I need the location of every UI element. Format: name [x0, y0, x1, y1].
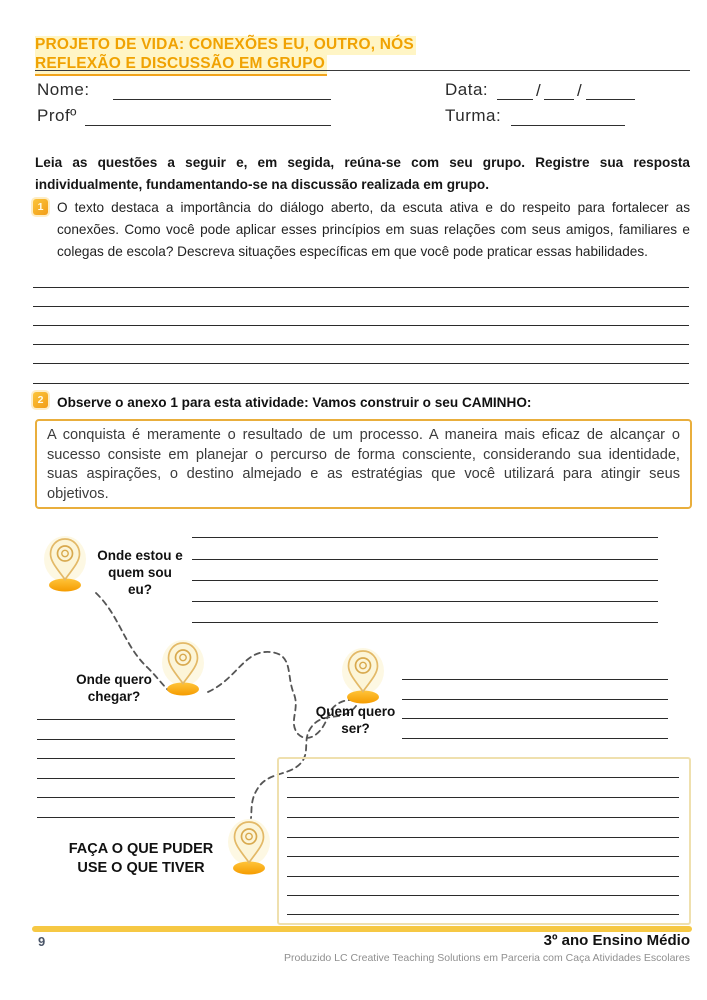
answer-line[interactable]	[37, 758, 235, 759]
answer-line[interactable]	[287, 797, 679, 798]
answer-line[interactable]	[37, 719, 235, 720]
answer-line[interactable]	[192, 559, 658, 560]
answer-line[interactable]	[402, 679, 668, 680]
answer-line[interactable]	[37, 778, 235, 779]
date-label: Data:	[445, 80, 489, 99]
answer-line[interactable]	[402, 699, 668, 700]
answer-box	[277, 757, 691, 925]
answer-line[interactable]	[287, 817, 679, 818]
name-label: Nome:	[37, 80, 90, 99]
map-pin-1-icon	[42, 533, 88, 593]
answer-line[interactable]	[33, 383, 689, 384]
answer-line[interactable]	[33, 287, 689, 288]
intro-instructions: Leia as questões a seguir e, em segida, reúna-se com seu grupo. Registre sua resposta individualmente, fundamentando-se na discussão realizada em grupo.	[35, 155, 690, 192]
answer-line[interactable]	[287, 876, 679, 877]
answer-line[interactable]	[287, 777, 679, 778]
stop-label-4: FAÇA O QUE PUDER USE O QUE TIVER	[68, 841, 214, 876]
date-year-line[interactable]	[586, 99, 635, 100]
question-2-text: Observe o anexo 1 para esta atividade: Vamos construir o seu CAMINHO:	[57, 395, 532, 410]
answer-line[interactable]	[192, 622, 658, 623]
name-input-line[interactable]	[113, 99, 331, 100]
answer-line[interactable]	[402, 718, 668, 719]
answer-line[interactable]	[37, 739, 235, 740]
page-title-line1: PROJETO DE VIDA: CONEXÕES EU, OUTRO, NÓS	[35, 36, 414, 53]
answer-line[interactable]	[33, 344, 689, 345]
answer-line[interactable]	[33, 363, 689, 364]
page-number: 9	[38, 934, 46, 949]
question-1-text: O texto destaca a importância do diálogo aberto, da escuta ativa e do respeito para fortalecer as conexões. Como você pode aplicar esses princípios em suas relações com seus amigos, familiares e colegas de escola? Descreva situações específicas em que você pode praticar essas habilidades.	[57, 200, 690, 259]
answer-line[interactable]	[287, 837, 679, 838]
prof-input-line[interactable]	[85, 125, 331, 126]
answer-line[interactable]	[192, 580, 658, 581]
turma-input-line[interactable]	[511, 125, 625, 126]
map-pin-4-icon	[226, 816, 272, 876]
date-day-line[interactable]	[497, 99, 533, 100]
answer-line[interactable]	[33, 325, 689, 326]
answer-line[interactable]	[37, 817, 235, 818]
date-separator-2: /	[577, 81, 583, 100]
answer-line[interactable]	[192, 537, 658, 538]
answer-line[interactable]	[287, 895, 679, 896]
page-title-line2: REFLEXÃO E DISCUSSÃO EM GRUPO	[35, 55, 327, 76]
answer-line[interactable]	[402, 738, 668, 739]
stop-label-1: Onde estou e quem sou eu?	[97, 548, 183, 597]
answer-line[interactable]	[37, 797, 235, 798]
answer-line[interactable]	[192, 601, 658, 602]
quote-box: A conquista é meramente o resultado de um processo. A maneira mais eficaz de alcançar o sucesso consiste em planejar o percurso de forma consciente, considerando sua identidade, suas aspirações, o destino almejado e as estratégias que você utilizará para atingir seus objetivos.	[35, 419, 692, 509]
map-pin-3-icon	[340, 645, 386, 705]
header-divider	[35, 70, 690, 71]
answer-line[interactable]	[33, 306, 689, 307]
turma-label: Turma:	[445, 106, 502, 125]
stop-label-2: Onde quero chegar?	[76, 672, 152, 704]
answer-line[interactable]	[287, 914, 679, 915]
stop-label-3: Quem quero ser?	[315, 704, 396, 736]
grade-level: 3º ano Ensino Médio	[543, 932, 690, 949]
prof-label: Profº	[37, 106, 77, 125]
credit-line: Produzido LC Creative Teaching Solutions em Parceria com Caça Atividades Escolares	[283, 952, 690, 964]
date-month-line[interactable]	[544, 99, 574, 100]
question-1-badge: 1	[33, 199, 48, 215]
answer-line[interactable]	[287, 856, 679, 857]
date-separator-1: /	[536, 81, 542, 100]
question-2-badge: 2	[33, 392, 48, 408]
